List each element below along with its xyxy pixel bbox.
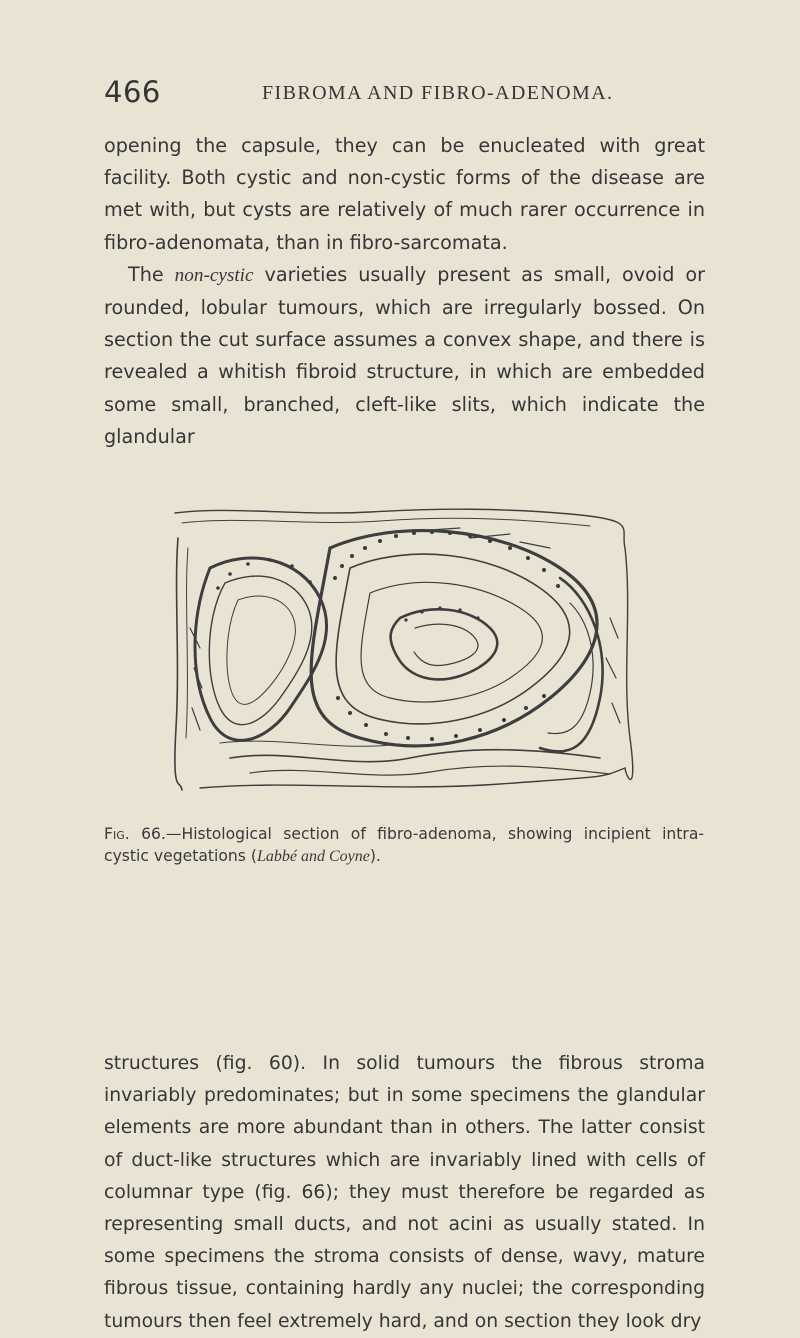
italic-term: non-cystic — [174, 264, 254, 286]
page-header — [104, 75, 704, 109]
paragraph-structures: structures (fig. 60). In solid tumours the fibrous stroma invariably predominates; but in some specimens the glandular elements are more abundant than in others. The latter consist of duct-like structures which are invariably lined with cells of columnar type (fig. 66); they must therefore be regarded as representing small ducts, and not acini as usually stated. In some specimens the stroma consists of dense, wavy, mature fibrous tissue, containing hardly any nuclei; the corresponding tumours then feel extremely hard, and on section they look dry — [104, 1053, 705, 1332]
histology-engraving — [170, 508, 635, 793]
bottom-text — [104, 1048, 705, 1338]
caption-authors: Labbé and Coyne — [256, 848, 370, 865]
caption-end: ). — [369, 847, 381, 865]
figure-66-illustration — [170, 508, 635, 793]
running-title: FIBROMA AND FIBRO-ADENOMA. — [262, 82, 614, 104]
paragraph-lead: The — [128, 262, 175, 286]
figure-caption — [104, 823, 704, 868]
paragraph-body: varieties usually present as small, ovoid or rounded, lobular tumours, which are irregularly bossed. On section the cut surface assumes a convex shape, and there is revealed a whitish fibroid structure, in which are embedded some small, branched, cleft-like slits, which indicate the glandular — [104, 262, 705, 448]
caption-text: —Histological section of fibro-adenoma, showing incipient intra-cystic vegetations ( — [104, 825, 704, 865]
figure-label: Fig. 66. — [104, 825, 166, 843]
paragraph-non-cystic — [104, 259, 705, 453]
page-number: 466 — [104, 75, 161, 109]
top-text — [104, 130, 705, 453]
paragraph-continuation: opening the capsule, they can be enucleated with great facility. Both cystic and non-cystic forms of the disease are met with, but cysts are relatively of much rarer occurrence in fibro-adenomata, than in fibro-sarcomata. — [104, 134, 705, 254]
